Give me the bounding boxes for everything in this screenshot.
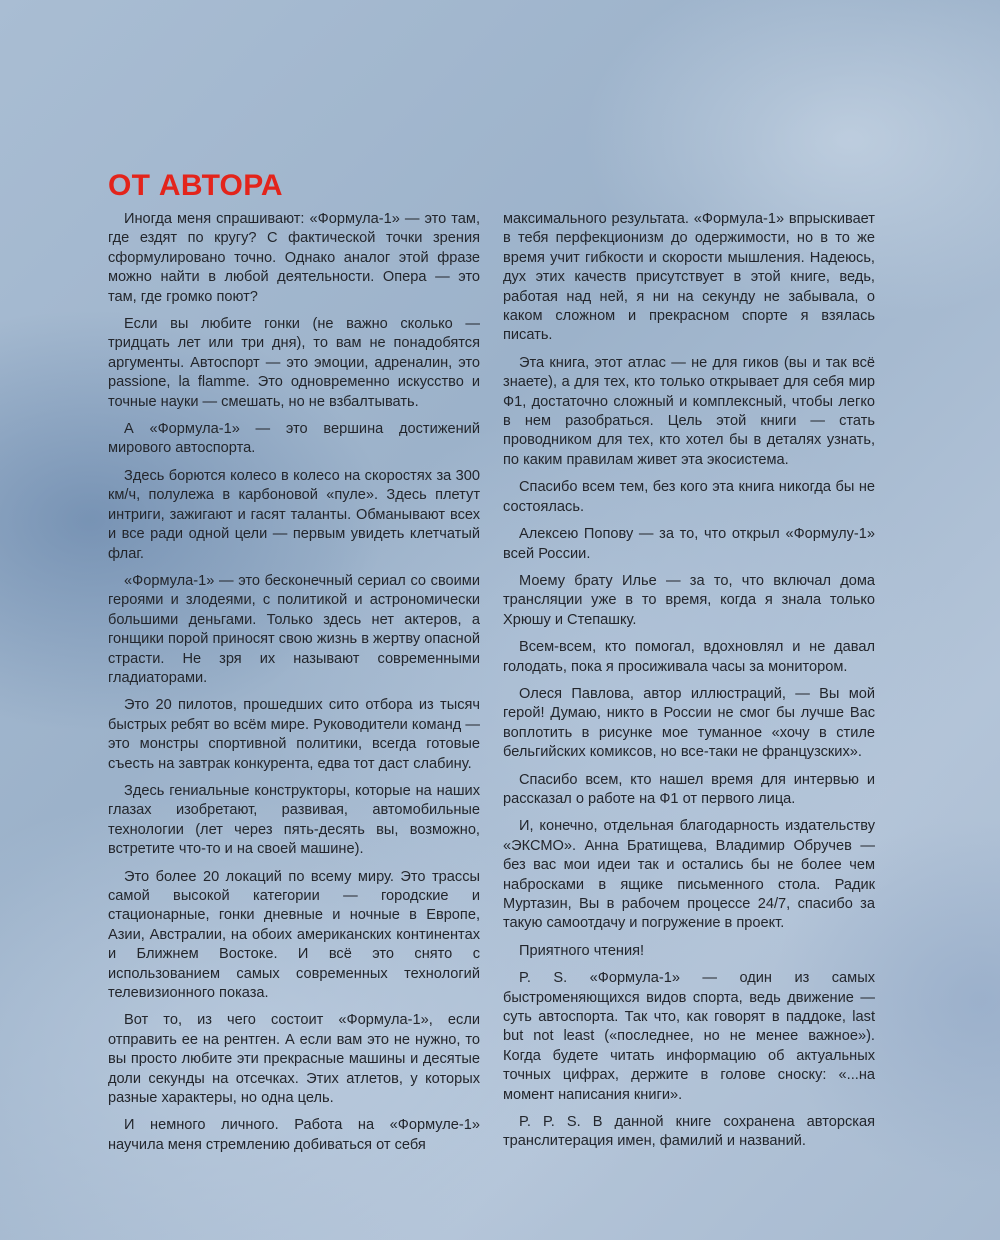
paragraph: Моему брату Илье — за то, что включал дома трансляции уже в то время, когда я знала только Хрюшу и Степашку.	[503, 572, 875, 628]
paragraph: Иногда меня спрашивают: «Формула-1» — это там, где ездят по кругу? С фактической точки зрения сформулировано точно. Однако аналог этой фразе можно найти в любой деятельности. Опера — это там, где громко поют?	[108, 211, 480, 305]
paragraph: Спасибо всем, кто нашел время для интервью и рассказал о работе на Ф1 от первого лица.	[503, 771, 875, 807]
paragraph: Это 20 пилотов, прошедших сито отбора из тысяч быстрых ребят во всём мире. Руководители команд — это монстры спортивной политики, всегда готовые съесть на завтрак конкурента, едва тот даст слабину.	[108, 697, 480, 772]
paragraph: И немного личного. Работа на «Формуле-1» научила меня стремлению добиваться от себя	[108, 1117, 480, 1153]
page-title: ОТ АВТОРА	[108, 169, 283, 202]
paragraph: «Формула-1» — это бесконечный сериал со своими героями и злодеями, с политикой и астрономически большими деньгами. Только здесь нет актеров, а гонщики порой приносят свою жизнь в жертву опасной страсти. Не зря их называют современными гладиаторами.	[108, 572, 480, 686]
paragraph: Это более 20 локаций по всему миру. Это трассы самой высокой категории — городские и стационарные, гонки дневные и ночные в Европе, Азии, Австралии, на обоих американских континентах и Ближнем Востоке. И всё это снято с использованием самых современных технологий телевизионного показа.	[108, 868, 480, 1002]
paragraph: Здесь гениальные конструкторы, которые на наших глазах изобретают, развивая, автомобильные технологии (лет через пять-десять вы, возможно, встретите что-то и на своей машине).	[108, 782, 480, 858]
paragraph: Вот то, из чего состоит «Формула-1», если отправить ее на рентген. А если вам это не нужно, то вы просто любите эти прекрасные машины и десятые доли секунды на отсечках. Этих атлетов, у которых разные характеры, но одна цель.	[108, 1012, 480, 1107]
paragraph: P. S. «Формула-1» — один из самых быстроменяющихся видов спорта, ведь движение — суть автоспорта. Так что, как говорят в паддоке, last but not least («последнее, но не менее важное»). Когда будете читать информацию об актуальных точных цифрах, держите в голове сноску: «...на момент написания книги».	[503, 970, 875, 1103]
paragraph-continued: максимального результата. «Формула-1» впрыскивает в тебя перфекционизм до одержимости, но в то же время учит гибкости и скорости мышления. Надеюсь, дух этих качеств присутствует в этой книге, ведь, работая над ней, я ни на секунду не забывала, о каком сложном и прекрасном спорте я взялась писать.	[503, 211, 875, 344]
paragraph: Приятного чтения!	[519, 942, 645, 959]
paragraph: Олеся Павлова, автор иллюстраций, — Вы мой герой! Думаю, никто в России не смог бы лучше Вас воплотить в рисунке мое туманное «хочу в стиле бельгийских комиксов, но все-таки не французских».	[503, 685, 875, 761]
paragraph: Эта книга, этот атлас — не для гиков (вы и так всё знаете), а для тех, кто только открывает для себя мир Ф1, достаточно сложный и комплексный, чтобы легко в нем разобраться. Цель этой книги — стать проводником для тех, кто хотел бы в деталях узнать, по каким правилам живет эта экосистема.	[503, 354, 875, 468]
paragraph: И, конечно, отдельная благодарность издательству «ЭКСМО». Анна Братищева, Владимир Обручев — без вас мои идеи так и остались бы не более чем набросками в ящике письменного стола. Радик Муртазин, Вы в рабочем процессе 24/7, спасибо за такую самоотдачу и погружение в проект.	[503, 818, 875, 932]
paragraph: А «Формула-1» — это вершина достижений мирового автоспорта.	[108, 421, 480, 457]
text-column-right	[503, 210, 875, 1160]
paragraph: Здесь борются колесо в колесо на скоростях за 300 км/ч, полулежа в карбоновой «пуле». Здесь плетут интриги, зажигают и гасят таланты. Обманывают всех и все ради одной цели — первым увидеть клетчатый флаг.	[108, 467, 480, 562]
paragraph: Всем-всем, кто помогал, вдохновлял и не давал голодать, пока я просиживала часы за монитором.	[503, 639, 875, 675]
paragraph: Алексею Попову — за то, что открыл «Формулу-1» всей России.	[503, 526, 875, 562]
paragraph: Спасибо всем тем, без кого эта книга никогда бы не состоялась.	[503, 479, 875, 515]
text-column-left	[108, 210, 480, 1163]
paragraph: Если вы любите гонки (не важно сколько — тридцать лет или три дня), то вам не понадобятся аргументы. Автоспорт — это эмоции, адреналин, это passione, la flamme. Это одновременно искусство и точные науки — смешать, но не взбалтывать.	[108, 316, 480, 410]
paragraph: P. P. S. В данной книге сохранена авторская транслитерация имен, фамилий и названий.	[503, 1114, 875, 1150]
